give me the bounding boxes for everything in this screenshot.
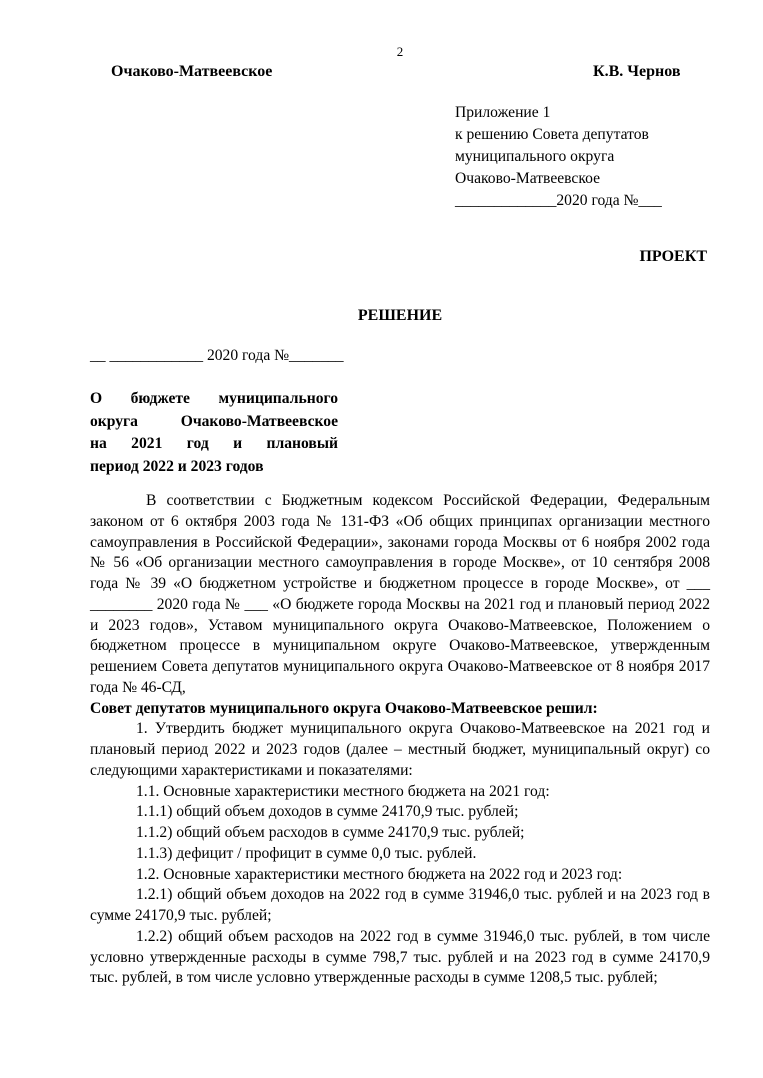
appendix-line: Приложение 1: [455, 104, 551, 121]
subject-line: округа Очаково-Матвеевское: [90, 412, 338, 430]
item-1-1-1: 1.1.1) общий объем доходов в сумме 24170,9 тыс. рублей;: [136, 803, 519, 821]
appendix-line: муниципального округа: [455, 148, 615, 165]
item-1-1-2: 1.1.2) общий объем расходов в сумме 24170,9 тыс. рублей;: [136, 824, 525, 841]
signature-name: К.В. Чернов: [593, 63, 681, 80]
appendix-line: к решению Совета депутатов: [455, 126, 649, 143]
council-decided: Совет депутатов муниципального округа Очаково-Матвеевское решил:: [90, 699, 598, 717]
item-1-2: 1.2. Основные характеристики местного бюджета на 2022 год и 2023 год:: [136, 865, 623, 883]
appendix-line: _____________2020 года №___: [455, 192, 662, 209]
item-1-2-2: 1.2.2) общий объем расходов на 2022 год в сумме 31946,0 тыс. рублей, в том числе условно утвержденные расходы в сумме 798,7 тыс. рублей и на 2023 год в сумме 24170,9 тыс. рублей, в том числе условно утвержденные расходы в сумме 1208,5 тыс. рублей;: [90, 927, 710, 987]
subject-line: на 2021 год и плановый: [90, 435, 338, 452]
decision-body: [90, 491, 710, 989]
decision-subject: [90, 388, 338, 478]
signature-municipality: Очаково-Матвеевское: [111, 63, 273, 80]
item-1-2-1: 1.2.1) общий объем доходов на 2022 год в сумме 31946,0 тыс. рублей и на 2023 год в сумме 24170,9 тыс. рублей;: [90, 886, 710, 924]
item-1-1: 1.1. Основные характеристики местного бюджета на 2021 год:: [136, 782, 550, 800]
decision-date-line: __ ____________ 2020 года №_______: [90, 347, 344, 364]
subject-line: О бюджете муниципального: [90, 390, 338, 407]
preamble-paragraph: В соответствии с Бюджетным кодексом Российской Федерации, Федеральным законом от 6 октября 2003 года № 131-ФЗ «Об общих принципах организации местного самоуправления в Российской Федерации», законами города Москвы от 6 ноября 2002 года № 56 «Об организации местного самоуправления в городе Москве», от 10 сентября 2008 года № 39 «О бюджетном устройстве и бюджетном процессе в городе Москве», от ___ ________ 2020 года № ___ «О бюджете города Москвы на 2021 год и плановый период 2022 и 2023 годов», Уставом муниципального округа Очаково-Матвеевское, Положением о бюджетном процессе в муниципальном округе Очаково-Матвеевское, утвержденным решением Совета депутатов муниципального округа Очаково-Матвеевское от 8 ноября 2017 года № 46-СД,: [90, 492, 710, 696]
appendix-line: Очаково-Матвеевское: [455, 170, 601, 187]
item-1-1-3: 1.1.3) дефицит / профицит в сумме 0,0 тыс. рублей.: [136, 844, 477, 862]
appendix-block: [455, 102, 662, 212]
page-number: 2: [396, 44, 404, 59]
subject-line: период 2022 и 2023 годов: [90, 457, 264, 475]
item-1: 1. Утвердить бюджет муниципального округа Очаково-Матвеевское на 2021 год и плановый период 2022 и 2023 годов (далее – местный бюджет, муниципальный округ) со следующими характеристиками и показателями:: [90, 720, 710, 779]
decision-title: РЕШЕНИЕ: [357, 307, 443, 324]
project-label: ПРОЕКТ: [639, 248, 707, 265]
